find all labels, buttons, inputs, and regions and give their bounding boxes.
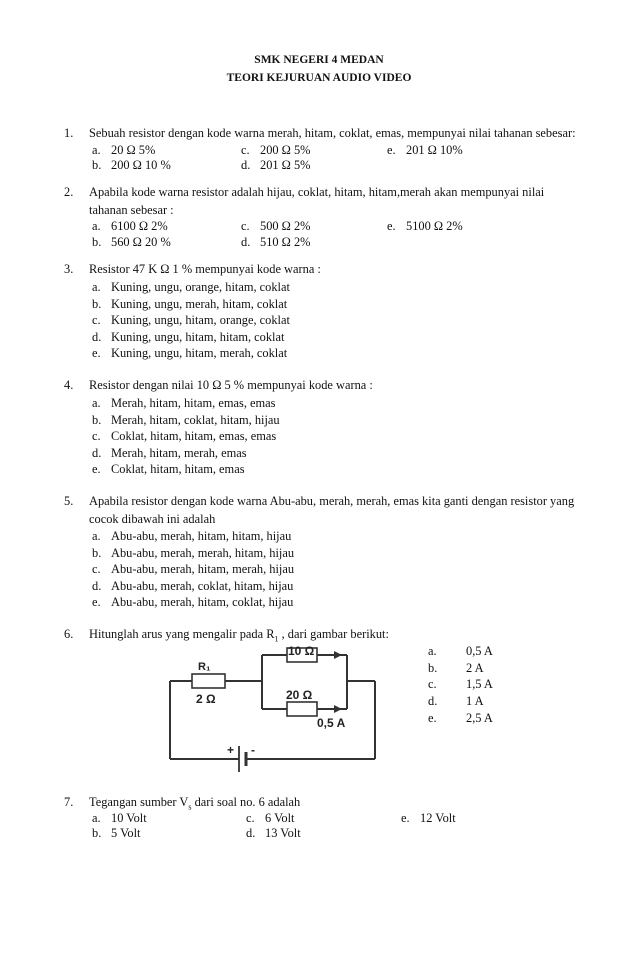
option-letter: a. xyxy=(92,280,101,294)
option-text: Merah, hitam, merah, emas xyxy=(111,446,247,460)
option-letter: b. xyxy=(92,235,102,249)
option-text: 20 Ω 5% xyxy=(111,143,156,157)
option-text: 10 Volt xyxy=(111,811,147,825)
circuit-diagram xyxy=(160,641,380,783)
option-text: 201 Ω 5% xyxy=(260,158,311,172)
option-letter: d. xyxy=(246,826,256,840)
option-letter: a. xyxy=(92,143,101,157)
r1-label: R₁ xyxy=(198,661,211,673)
option-text: 200 Ω 5% xyxy=(260,143,311,157)
option-letter: d. xyxy=(92,579,102,593)
option-letter: e. xyxy=(401,811,410,825)
option-letter: d. xyxy=(92,446,102,460)
r-top-value: 10 Ω xyxy=(288,643,315,658)
question-text: Resistor dengan nilai 10 Ω 5 % mempunyai kode warna : xyxy=(89,378,373,392)
question-number: 3. xyxy=(64,262,74,276)
option-text: 200 Ω 10 % xyxy=(111,158,171,172)
option-text: Abu-abu, merah, hitam, coklat, hijau xyxy=(111,595,294,609)
option-letter: b. xyxy=(92,546,102,560)
option-letter: e. xyxy=(387,219,396,233)
option-letter: a. xyxy=(92,396,101,410)
r-bottom-value: 20 Ω xyxy=(286,688,313,702)
option-text: Kuning, ungu, merah, hitam, coklat xyxy=(111,297,288,311)
option-text: 6100 Ω 2% xyxy=(111,219,168,233)
option-letter: a. xyxy=(92,811,101,825)
option-text: Kuning, ungu, hitam, hitam, coklat xyxy=(111,330,285,344)
option-text: Coklat, hitam, hitam, emas, emas xyxy=(111,429,277,443)
question-number: 5. xyxy=(64,494,74,508)
question-text: Apabila resistor dengan kode warna Abu-abu, merah, merah, emas kita ganti dengan resistor yang xyxy=(89,494,575,508)
option-text: 2 A xyxy=(466,661,484,675)
resistor-20-ohm xyxy=(287,702,317,716)
option-text: 6 Volt xyxy=(265,811,295,825)
option-text: 510 Ω 2% xyxy=(260,235,311,249)
battery-plus-sign: + xyxy=(227,743,235,757)
option-letter: e. xyxy=(387,143,396,157)
option-letter: a. xyxy=(92,529,101,543)
option-text: Abu-abu, merah, hitam, merah, hijau xyxy=(111,562,295,576)
question-text: Apabila kode warna resistor adalah hijau, coklat, hitam, hitam,merah akan mempunyai nilai xyxy=(89,185,545,199)
option-letter: c. xyxy=(92,562,101,576)
question-text-continued: tahanan sebesar : xyxy=(89,203,174,217)
option-text: Merah, hitam, hitam, emas, emas xyxy=(111,396,276,410)
option-text: 5 Volt xyxy=(111,826,141,840)
subject-title: TEORI KEJURUAN AUDIO VIDEO xyxy=(226,72,412,84)
resistor-r1 xyxy=(192,674,225,688)
option-letter: c. xyxy=(428,677,437,691)
question-text: Resistor 47 K Ω 1 % mempunyai kode warna : xyxy=(89,262,321,276)
option-letter: c. xyxy=(241,219,250,233)
option-text: 0,5 A xyxy=(466,644,493,658)
option-letter: a. xyxy=(92,219,101,233)
option-text: Abu-abu, merah, hitam, hitam, hijau xyxy=(111,529,292,543)
option-text: Merah, hitam, coklat, hitam, hijau xyxy=(111,413,280,427)
option-text: 2,5 A xyxy=(466,711,493,725)
option-letter: a. xyxy=(428,644,437,658)
option-text: 500 Ω 2% xyxy=(260,219,311,233)
option-letter: d. xyxy=(428,694,438,708)
option-letter: b. xyxy=(428,661,438,675)
option-letter: b. xyxy=(92,297,102,311)
option-text: 12 Volt xyxy=(420,811,456,825)
option-letter: d. xyxy=(241,158,251,172)
option-letter: c. xyxy=(92,313,101,327)
question-number: 4. xyxy=(64,378,74,392)
battery-minus-sign: - xyxy=(251,743,255,757)
option-letter: e. xyxy=(92,595,101,609)
option-letter: d. xyxy=(92,330,102,344)
option-letter: e. xyxy=(92,346,101,360)
current-arrow-bottom xyxy=(334,705,342,713)
option-letter: c. xyxy=(246,811,255,825)
current-label: 0,5 A xyxy=(317,716,346,730)
option-letter: b. xyxy=(92,826,102,840)
option-text: 201 Ω 10% xyxy=(406,143,463,157)
option-text: Abu-abu, merah, coklat, hitam, hijau xyxy=(111,579,294,593)
option-text: 1,5 A xyxy=(466,677,493,691)
option-letter: d. xyxy=(241,235,251,249)
r1-value: 2 Ω xyxy=(196,692,216,706)
school-name: SMK NEGERI 4 MEDAN xyxy=(254,54,384,66)
option-text: 560 Ω 20 % xyxy=(111,235,171,249)
option-text: Kuning, ungu, hitam, orange, coklat xyxy=(111,313,290,327)
option-text: 13 Volt xyxy=(265,826,301,840)
question-number: 6. xyxy=(64,627,74,641)
option-text: 5100 Ω 2% xyxy=(406,219,463,233)
option-text: Kuning, ungu, orange, hitam, coklat xyxy=(111,280,290,294)
option-letter: e. xyxy=(428,711,437,725)
option-text: Coklat, hitam, hitam, emas xyxy=(111,462,245,476)
question-text-continued: cocok dibawah ini adalah xyxy=(89,512,216,526)
option-letter: b. xyxy=(92,413,102,427)
option-letter: c. xyxy=(92,429,101,443)
option-text: Kuning, ungu, hitam, merah, coklat xyxy=(111,346,288,360)
option-letter: c. xyxy=(241,143,250,157)
current-arrow-top xyxy=(334,651,342,659)
option-letter: e. xyxy=(92,462,101,476)
question-text: Tegangan sumber $V_s$ dari soal no. 6 adalah xyxy=(89,795,301,812)
question-number: 2. xyxy=(64,185,74,199)
question-text: Hitunglah arus yang mengalir pada $R_1$ , dari gambar berikut: xyxy=(89,627,389,644)
question-number: 1. xyxy=(64,126,74,140)
option-text: Abu-abu, merah, merah, hitam, hijau xyxy=(111,546,295,560)
option-text: 1 A xyxy=(466,694,484,708)
option-letter: b. xyxy=(92,158,102,172)
question-text: Sebuah resistor dengan kode warna merah, hitam, coklat, emas, mempunyai nilai tahanan sebesar: xyxy=(89,126,576,140)
question-number: 7. xyxy=(64,795,74,809)
